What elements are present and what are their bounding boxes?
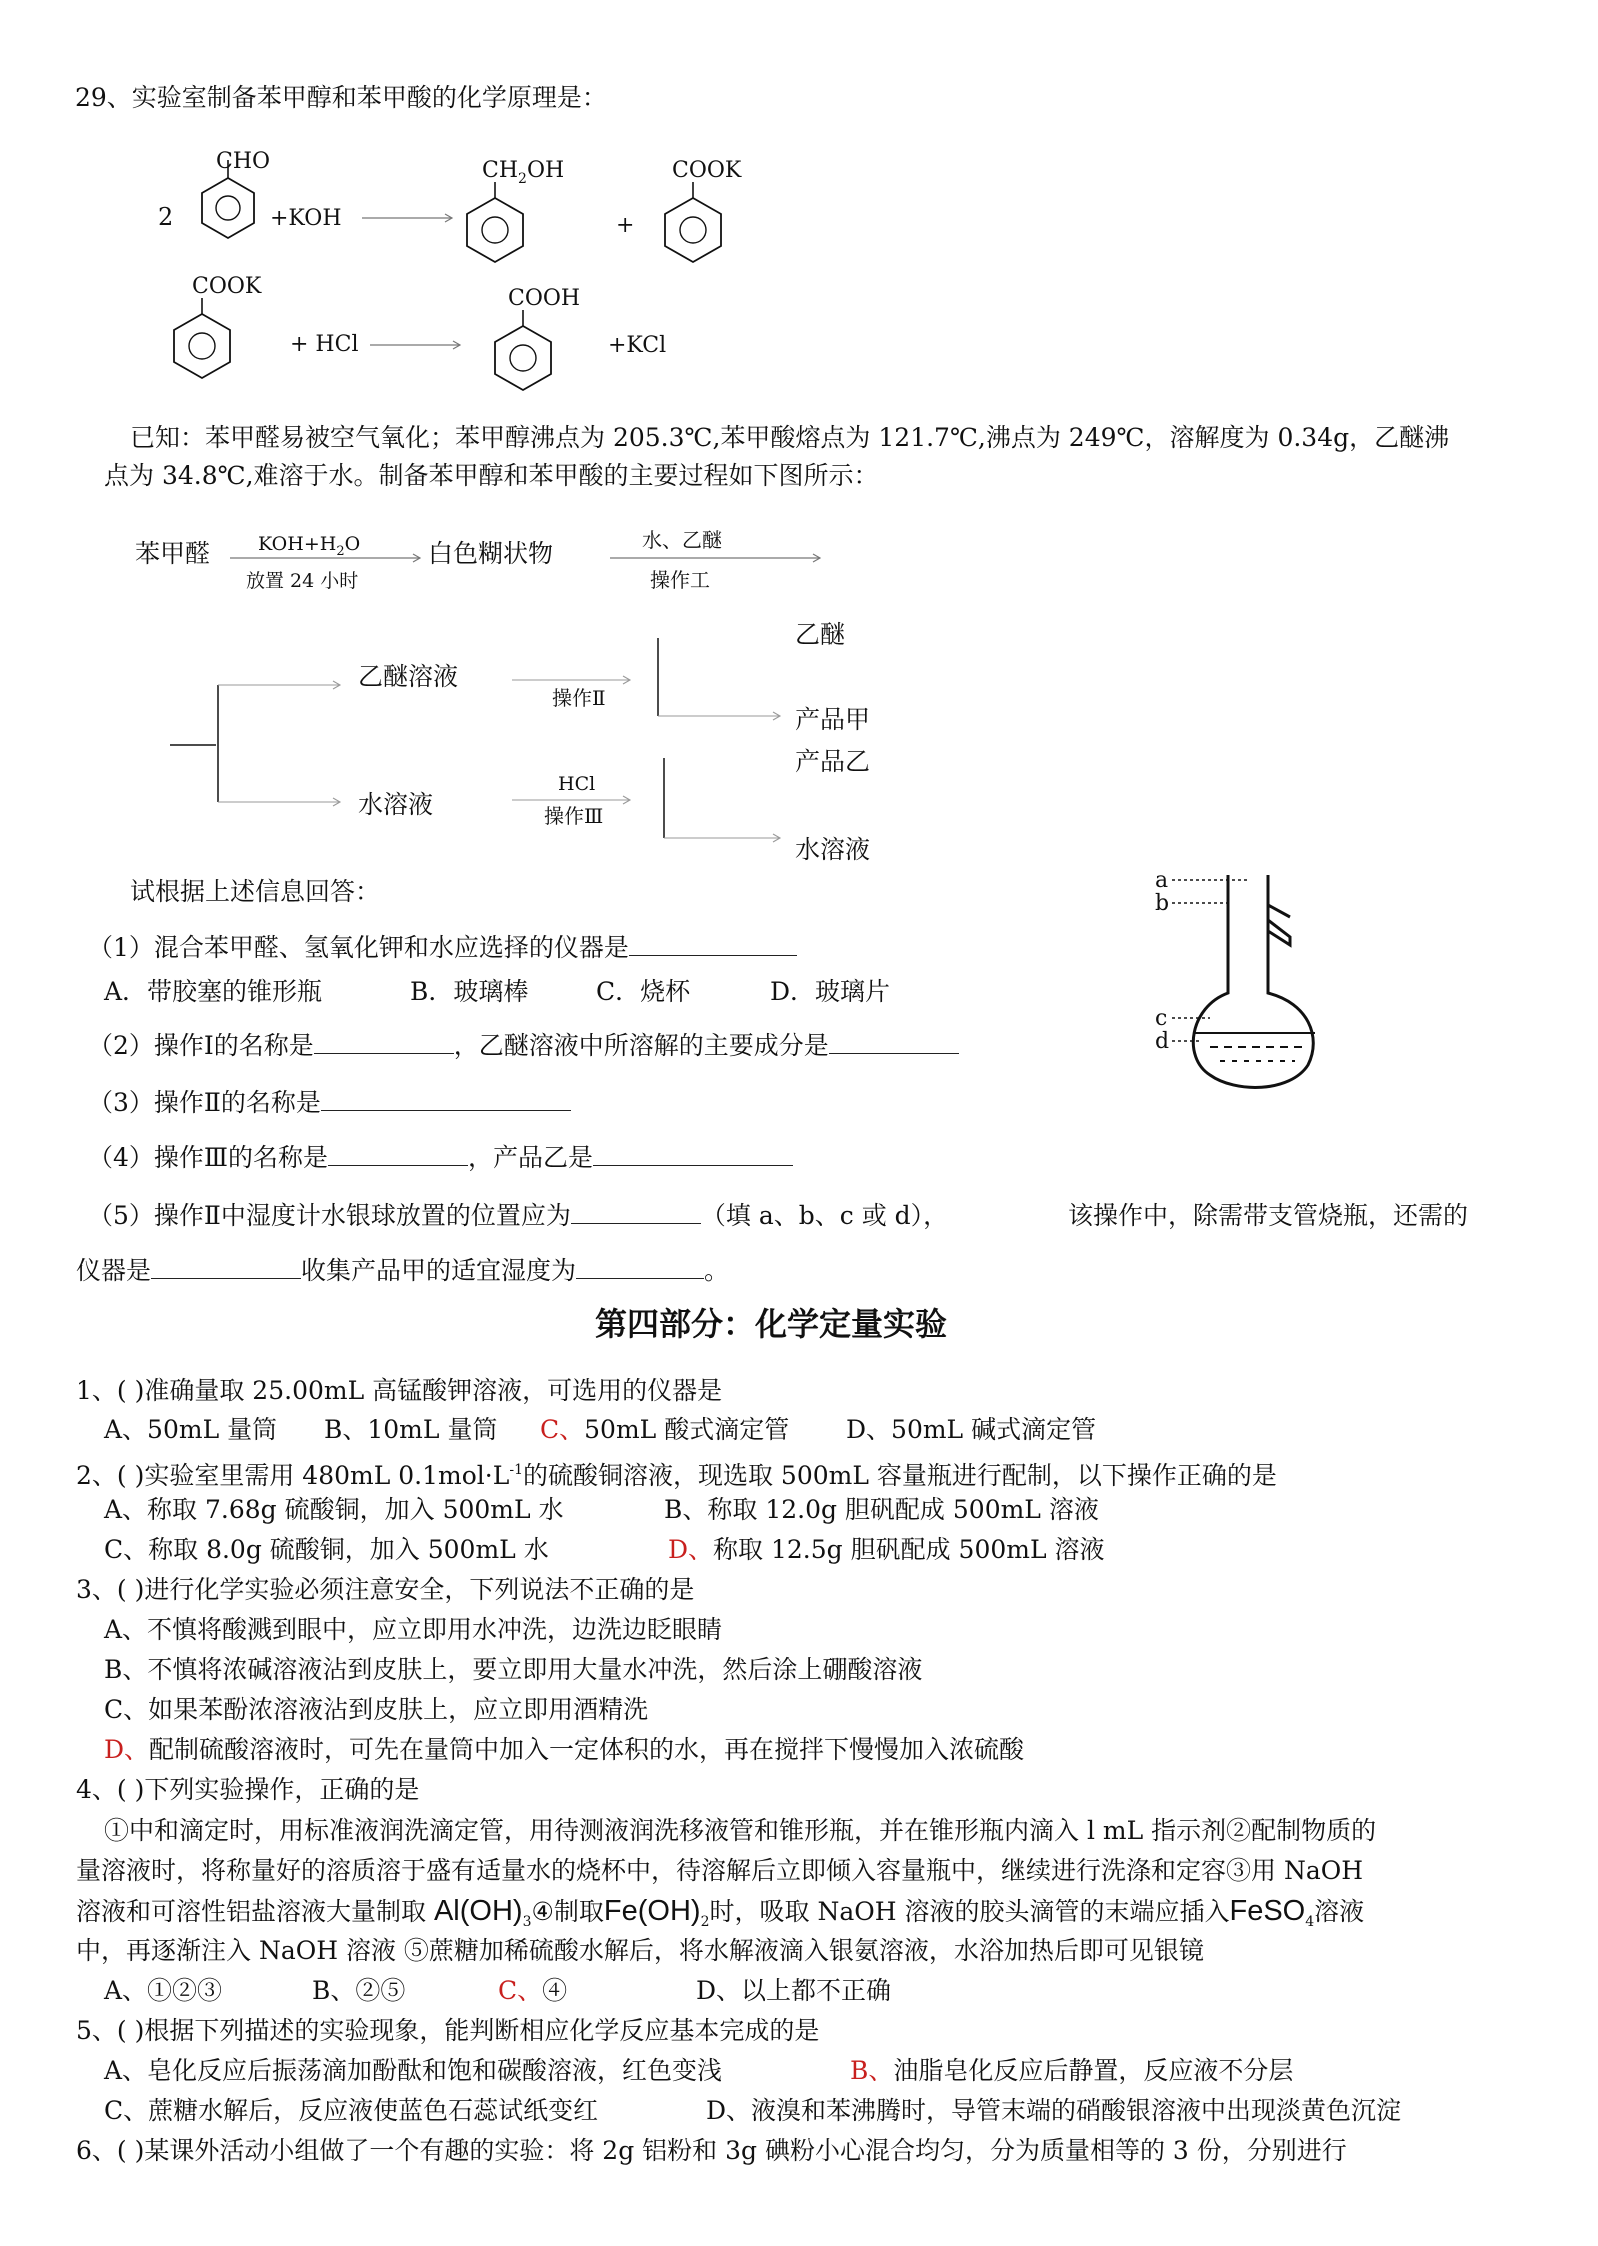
p4-q4-line-4: 中，再逐渐注入 NaOH 溶液 ⑤蔗糖加稀硫酸水解后，将水解液滴入银氨溶液，水浴加热后即可见银镜: [76, 1936, 1204, 1965]
ch2oh-group-label: $CH_2OH$: [482, 158, 565, 187]
p4-question-6-stem: 6、( )某课外活动小组做了一个有趣的实验：将 2g 铝粉和 3g 碘粉小心混合均匀，分为质量相等的 3 份，分别进行: [76, 2136, 1347, 2165]
flow-start-benzaldehyde: 苯甲醛: [135, 539, 211, 568]
benzene-ring-potassium-benzoate: [665, 198, 721, 262]
p4-q4-option-a: A、①②③: [104, 1976, 223, 2005]
benzene-ring-benzaldehyde: [202, 178, 254, 238]
flow-white-paste: 白色糊状物: [428, 539, 554, 568]
p4-q3-option-d-letter: D、: [104, 1735, 150, 1764]
benzene-ring-benzoate-2: [174, 314, 230, 378]
p4-q4-line-3: 溶液和可溶性铝盐溶液大量制取 $Al(OH)_3④$制取$Fe(OH)_2$时，吸取 NaOH 溶液的胶头滴管的末端应插入FeSO$_4$溶液: [76, 1895, 1365, 1930]
cook-group-label-2: COOK: [192, 274, 262, 299]
p4-q5-option-a: A、皂化反应后振荡滴加酚酞和饱和碳酸溶液，红色变浅: [104, 2056, 723, 2085]
flow-condition-24h: 放置 24 小时: [246, 570, 359, 592]
flow-water-solution-2: 水溶液: [795, 835, 871, 864]
p4-q3-option-a: A、不慎将酸溅到眼中，应立即用水冲洗，边洗边眨眼睛: [104, 1615, 723, 1644]
question-29-title: 29、实验室制备苯甲醇和苯甲酸的化学原理是：: [75, 83, 607, 112]
p4-q4-option-c: C、④: [498, 1976, 568, 2005]
sub-question-1-option-b: B．玻璃棒: [410, 977, 529, 1006]
cooh-group-label: COOH: [508, 286, 581, 311]
reaction-2-diagram: [160, 262, 760, 392]
sub-question-1-option-a: A．带胶塞的锥形瓶: [104, 977, 323, 1006]
p4-q1-option-d: D、50mL 碱式滴定管: [846, 1415, 1097, 1444]
flow-ether: 乙醚: [795, 620, 846, 649]
flask-outline: [1193, 875, 1313, 1087]
flask-label-b: b: [1155, 891, 1170, 916]
p4-q3-option-d: D、配制硫酸溶液时，可先在量筒中加入一定体积的水，再在搅拌下慢慢加入浓硫酸: [104, 1735, 1025, 1764]
p4-q2-option-d: D、称取 12.5g 胆矾配成 500mL 溶液: [668, 1535, 1105, 1564]
p4-q1-option-b: B、10mL 量筒: [324, 1415, 498, 1444]
sub-question-5-line-1: （5）操作Ⅱ中湿度计水银球放置的位置应为 （填 a、b、c 或 d），: [88, 1201, 949, 1230]
benzene-ring-benzoic-acid: [495, 326, 551, 390]
flow-product-b: 产品乙: [795, 747, 871, 776]
sub-question-2: （2）操作Ⅰ的名称是 ，乙醚溶液中所溶解的主要成分是: [88, 1030, 959, 1062]
p4-q2-option-b: B、称取 12.0g 胆矾配成 500mL 溶液: [664, 1495, 1099, 1524]
p4-q5-option-b-letter: B、: [850, 2056, 894, 2085]
flow-operation-1: 操作工: [650, 568, 710, 592]
flow-operation-3: 操作Ⅲ: [544, 804, 604, 828]
sub-question-4: （4）操作Ⅲ的名称是 ，产品乙是: [88, 1142, 793, 1174]
p4-question-2-stem: 2、( )实验室里需用 480mL $0.1mol\cdot L^{-1}$的硫酸铜溶液，现选取 500mL 容量瓶进行配制，以下操作正确的是: [76, 1461, 1277, 1490]
known-info-line-1: 已知：苯甲醛易被空气氧化；苯甲醇沸点为 205.3℃,苯甲酸熔点为 121.7℃,沸点为 249℃，溶解度为 0.34g，乙醚沸: [130, 423, 1450, 452]
p4-q3-option-b: B、不慎将浓碱溶液沾到皮肤上，要立即用大量水冲洗，然后涂上硼酸溶液: [104, 1655, 923, 1684]
benzene-ring-benzyl-alcohol: [467, 198, 523, 262]
flask-label-c: c: [1155, 1006, 1168, 1031]
answer-intro: 试根据上述信息回答：: [130, 877, 381, 906]
distillation-flask-diagram: [1150, 865, 1310, 1095]
sub-question-1-option-d: D．玻璃片: [770, 977, 891, 1006]
flow-reagent-water-ether: 水、乙醚: [642, 528, 722, 552]
p4-q3-option-c: C、如果苯酚浓溶液沾到皮肤上，应立即用酒精洗: [104, 1695, 649, 1724]
sub-question-3: （3）操作Ⅱ的名称是: [88, 1087, 571, 1119]
p4-q5-option-d: D、液溴和苯沸腾时，导管末端的硝酸银溶液中出现淡黄色沉淀: [706, 2096, 1402, 2125]
part-4-heading: 第四部分：化学定量实验: [595, 1305, 948, 1343]
p4-q5-option-c: C、蔗糖水解后，反应液使蓝色石蕊试纸变红: [104, 2096, 599, 2125]
p4-question-3-stem: 3、( )进行化学实验必须注意安全，下列说法不正确的是: [76, 1575, 695, 1604]
answer-blank-4b[interactable]: [593, 1143, 793, 1166]
flow-hcl: HCl: [558, 773, 596, 795]
p4-q2-option-d-letter: D、: [668, 1535, 714, 1564]
flask-label-d: d: [1155, 1029, 1170, 1054]
p4-q2-option-c: C、称取 8.0g 硫酸铜，加入 500mL 水: [104, 1535, 549, 1564]
cho-group-label: CHO: [216, 149, 271, 174]
p4-question-5-stem: 5、( )根据下列描述的实验现象，能判断相应化学反应基本完成的是: [76, 2016, 820, 2045]
p4-q4-line-1: ①中和滴定时，用标准液润洗滴定管，用待测液润洗移液管和锥形瓶，并在锥形瓶内滴入 l mL 指示剂②配制物质的: [104, 1816, 1377, 1845]
kcl-product: +KCl: [608, 333, 667, 358]
sub-question-1: （1）混合苯甲醛、氢氧化钾和水应选择的仪器是: [88, 932, 797, 964]
known-info-line-2: 点为 34.8℃,难溶于水。制备苯甲醇和苯甲酸的主要过程如下图所示：: [104, 461, 879, 490]
plus-sign: +: [616, 213, 635, 238]
sub-question-5-line-2: 仪器是 收集产品甲的适宜湿度为 。: [76, 1256, 730, 1285]
answer-blank-5b[interactable]: [151, 1256, 301, 1279]
answer-blank-5c[interactable]: [576, 1256, 704, 1279]
sub-question-1-option-c: C．烧杯: [596, 977, 691, 1006]
p4-q1-option-a: A、50mL 量筒: [104, 1415, 278, 1444]
flask-label-a: a: [1155, 868, 1169, 893]
answer-blank-4a[interactable]: [328, 1143, 468, 1166]
answer-blank-2b[interactable]: [829, 1031, 959, 1054]
answer-blank-1[interactable]: [629, 933, 797, 956]
hcl-reagent: + HCl: [290, 332, 359, 357]
answer-blank-2a[interactable]: [314, 1031, 454, 1054]
process-flow-chart: [130, 520, 910, 864]
coefficient-2: 2: [158, 203, 174, 231]
answer-blank-3[interactable]: [321, 1088, 571, 1111]
p4-q4-option-b: B、②⑤: [312, 1976, 406, 2005]
p4-q5-option-b: B、油脂皂化反应后静置，反应液不分层: [850, 2056, 1294, 2085]
flow-reagent-koh-h2o: $KOH+H_2O$: [258, 533, 361, 559]
p4-question-1-stem: 1、( )准确量取 25.00mL 高锰酸钾溶液，可选用的仪器是: [76, 1376, 723, 1405]
p4-q4-option-d: D、以上都不正确: [696, 1976, 892, 2005]
flow-ether-solution: 乙醚溶液: [358, 662, 459, 691]
flow-product-a: 产品甲: [795, 705, 871, 734]
p4-q1-option-c-letter: C、: [540, 1415, 585, 1444]
p4-q4-line-2: 量溶液时，将称量好的溶质溶于盛有适量水的烧杯中，待溶解后立即倾入容量瓶中，继续进行洗涤和定容③用 NaOH: [76, 1856, 1364, 1885]
flow-operation-2: 操作Ⅱ: [552, 686, 606, 710]
p4-question-4-stem: 4、( )下列实验操作，正确的是: [76, 1775, 420, 1804]
sub-question-5-line-1-cont: 该操作中，除需带支管烧瓶，还需的: [1068, 1201, 1469, 1230]
p4-q1-option-c: C、50mL 酸式滴定管: [540, 1415, 790, 1444]
flow-water-solution: 水溶液: [358, 790, 434, 819]
cook-group-label: COOK: [672, 158, 742, 183]
p4-q4-option-c-letter: C、: [498, 1976, 543, 2005]
p4-q2-option-a: A、称取 7.68g 硫酸铜，加入 500mL 水: [104, 1495, 564, 1524]
koh-reagent: +KOH: [270, 206, 342, 231]
answer-blank-5a[interactable]: [571, 1201, 701, 1224]
